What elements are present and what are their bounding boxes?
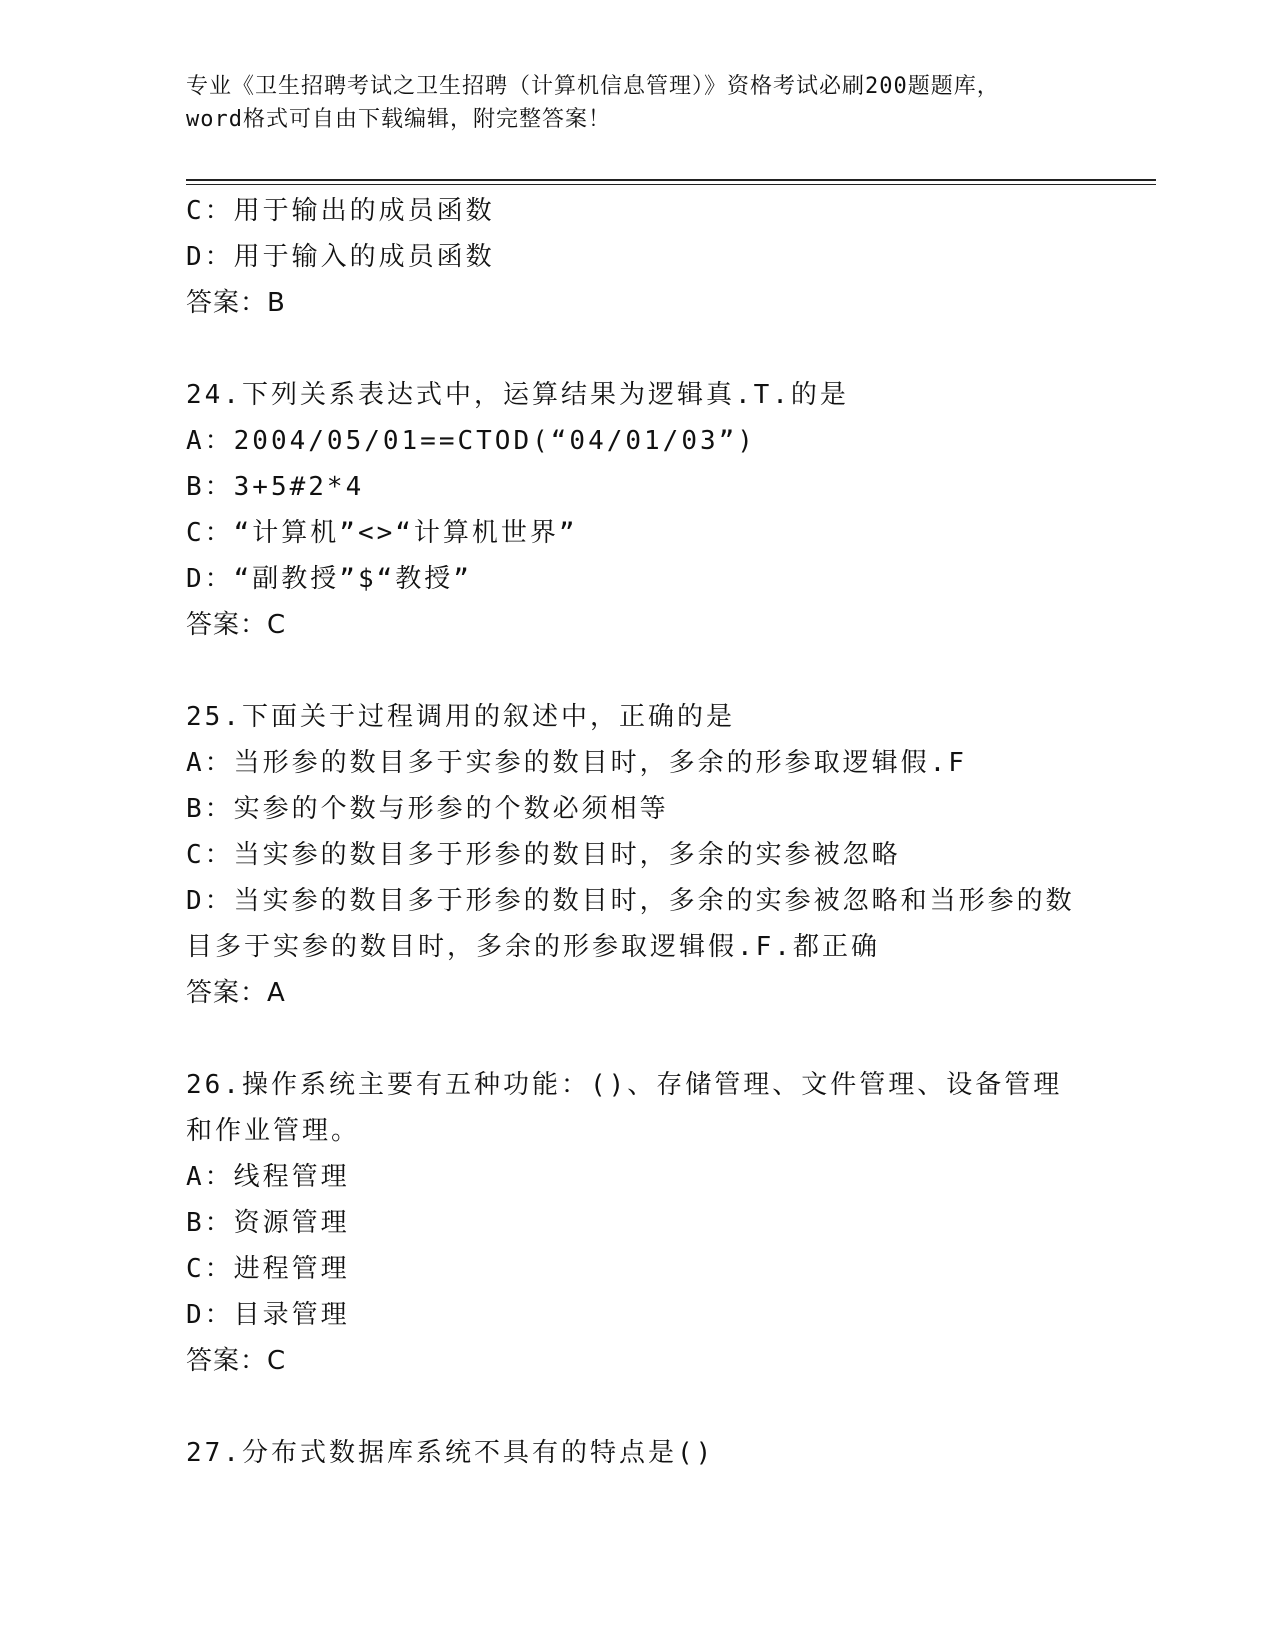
question-23-continued: [186, 188, 1086, 326]
option-c: C：进程管理: [186, 1254, 350, 1284]
option-b: B：资源管理: [186, 1208, 350, 1238]
question-26: [186, 1062, 1086, 1384]
option-c: C：用于输出的成员函数: [186, 196, 495, 226]
header-line-1: 专业《卫生招聘考试之卫生招聘（计算机信息管理）》资格考试必刷200题题库，: [186, 74, 1000, 99]
option-b: B：实参的个数与形参的个数必须相等: [186, 794, 669, 824]
question-24: [186, 372, 1086, 648]
header-line-2: word格式可自由下载编辑，附完整答案！: [186, 107, 611, 132]
option-d: D：当实参的数目多于形参的数目时，多余的实参被忽略和当形参的数目多于实参的数目时，多余的形参取逻辑假.F.都正确: [186, 886, 1075, 962]
option-b: B：3+5#2*4: [186, 472, 365, 502]
answer: 答案：B: [186, 288, 286, 318]
option-a: A：当形参的数目多于实参的数目时，多余的形参取逻辑假.F: [186, 748, 967, 778]
option-a: A：线程管理: [186, 1162, 350, 1192]
answer: 答案：C: [186, 610, 287, 640]
option-d: D：“副教授”$“教授”: [186, 564, 472, 594]
header-divider-thin: [186, 184, 1156, 185]
option-c: C：“计算机”<>“计算机世界”: [186, 518, 578, 548]
question-list: [186, 188, 1086, 1476]
question-stem: 24.下列关系表达式中，运算结果为逻辑真.T.的是: [186, 380, 849, 410]
option-d: D：目录管理: [186, 1300, 350, 1330]
question-stem: 26.操作系统主要有五种功能：()、存储管理、文件管理、设备管理和作业管理。: [186, 1070, 1063, 1146]
answer: 答案：C: [186, 1346, 287, 1376]
answer: 答案：A: [186, 978, 286, 1008]
option-c: C：当实参的数目多于形参的数目时，多余的实参被忽略: [186, 840, 901, 870]
question-27: [186, 1430, 1086, 1476]
question-stem: 25.下面关于过程调用的叙述中，正确的是: [186, 702, 735, 732]
option-a: A：2004/05/01==CTOD(“04/01/03”): [186, 426, 756, 456]
option-d: D：用于输入的成员函数: [186, 242, 495, 272]
question-25: [186, 694, 1086, 1016]
document-header: [186, 70, 1086, 136]
question-stem: 27.分布式数据库系统不具有的特点是(): [186, 1438, 715, 1468]
header-divider-thick: [186, 179, 1156, 181]
